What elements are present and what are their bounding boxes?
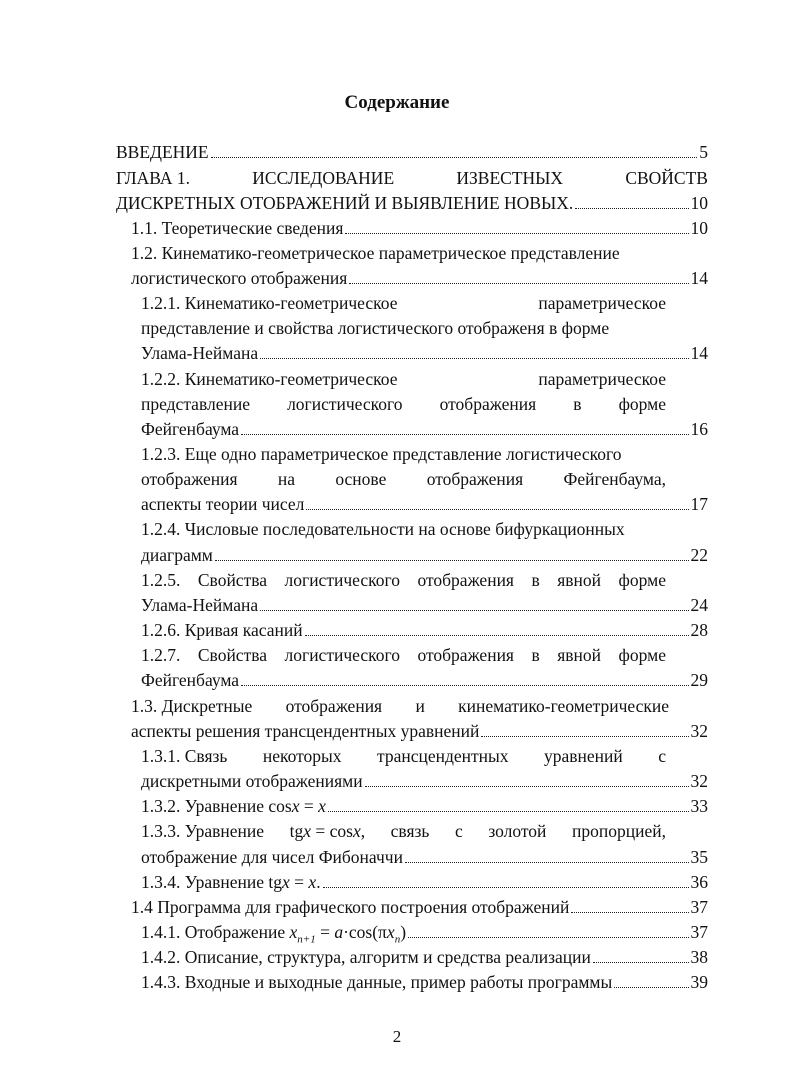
toc-word: 1.3.3. Уравнение [141,821,265,841]
toc-page-number: 24 [690,595,708,615]
toc-entry-text: Фейгенбаума [141,670,240,690]
toc-entry-1-2-4-cont[interactable] [141,543,708,567]
toc-entry-1-2-cont[interactable] [131,266,708,290]
dot-leader [305,635,689,636]
dot-leader [323,887,689,888]
toc-entry-1-3-1[interactable] [141,744,666,768]
toc-entry-text: Улама-Неймана [141,595,259,615]
toc-page-number: 5 [699,142,708,162]
toc-entry-1-2-4[interactable] [141,517,666,541]
toc-word: Фейгенбаума, [563,469,666,489]
toc-entry-1-4[interactable] [131,895,708,919]
toc-word: 1.3.1. Связь [141,746,228,766]
toc-page-number: 32 [690,721,708,741]
toc-word: форме [618,570,666,590]
toc-word: кинематико-геометрические [458,696,669,716]
toc-entry-1-3-1-cont[interactable] [141,769,708,793]
toc-word: отображения [439,394,537,414]
toc-entry-text: Улама-Неймана [141,343,259,363]
toc-word: ГЛАВА 1. [116,168,191,188]
toc-entry-1-4-2[interactable] [141,945,708,969]
toc-entry-1-2-5-cont[interactable] [141,593,708,617]
toc-word: логистического [287,394,403,414]
toc-entry-1-3-4[interactable] [141,870,708,894]
toc-formula: tgx = cosx, [289,821,366,841]
dot-leader [241,434,688,435]
toc-word: в [531,570,540,590]
toc-entry-text: Фейгенбаума [141,419,240,439]
toc-word: отображения [141,469,238,489]
toc-entry-text: 1.4 Программа для графического построения отображений [131,897,570,917]
page-title: Содержание [344,92,450,113]
toc-page-number: 17 [690,494,708,514]
toc-entry-text: 1.3.4. Уравнение tgx = x. [141,872,321,892]
toc-word: в [573,394,582,414]
toc-word: СВОЙСТВ [625,168,708,188]
toc-page-number: 28 [690,620,708,640]
page-number: 2 [392,1027,402,1046]
toc-page-number: 22 [690,545,708,565]
toc-word: Свойства [197,570,268,590]
toc-entry-text: 1.2.6. Кривая касаний [141,620,303,640]
toc-word: логистического [284,645,400,665]
dot-leader [614,987,688,988]
toc-entry-text: отображение для чисел Фибоначчи [141,847,403,867]
dot-leader [571,912,688,913]
toc-word: 1.2.1. Кинематико-геометрическое [141,293,398,313]
toc-word: параметрическое [538,293,666,313]
toc-page-number: 33 [690,796,708,816]
toc-word: основе [335,469,387,489]
toc-entry-text: 1.2.3. Еще одно параметрическое представление логистического [141,444,622,464]
toc-entry-text: 1.2. Кинематико-геометрическое параметрическое представление [131,243,620,263]
toc-word: уравнений [544,746,623,766]
toc-entry-text: дискретными отображениями [141,771,363,791]
toc-word: отображения [426,469,524,489]
toc-entry-1-3-3-cont[interactable] [141,845,708,869]
dot-leader [349,283,688,284]
toc-entry-text: 1.3.2. Уравнение cosx = x [141,796,326,816]
toc-entry-text: 1.4.1. Отображение $x_{n+1} = a\cdot\cos(\pi x_n)$ [141,922,407,946]
toc-page-number: 39 [690,972,708,992]
dot-leader [575,208,688,209]
toc-word: 1.3. Дискретные [131,696,253,716]
toc-entry-1-2-1[interactable] [141,291,666,315]
toc-word: параметрическое [538,369,666,389]
toc-entry-introduction[interactable] [116,140,708,164]
dot-leader [593,962,689,963]
toc-entry-text: ДИСКРЕТНЫХ ОТОБРАЖЕНИЙ И ВЫЯВЛЕНИЕ НОВЫХ. [116,193,574,213]
toc-entry-text: 1.1. Теоретические сведения [131,218,344,238]
toc-entry-1-2-7[interactable] [141,643,666,667]
toc-entry-1-3-cont[interactable] [131,719,708,743]
toc-word: отображения [285,696,383,716]
toc-page-number: 16 [690,419,708,439]
toc-entry-1-2-5[interactable] [141,568,666,592]
toc-word: ИЗВЕСТНЫХ [456,168,564,188]
toc-entry-text: 1.4.2. Описание, структура, алгоритм и средства реализации [141,947,591,967]
dot-leader [405,862,689,863]
toc-word: Свойства [197,645,268,665]
toc-entry-1-2-7-cont[interactable] [141,668,708,692]
dot-leader [345,233,688,234]
toc-word: и [415,696,425,716]
toc-word: 1.2.7. [141,645,181,665]
toc-entry-1-1[interactable] [131,216,708,240]
toc-entry-1-3-3[interactable] [141,819,666,843]
dot-leader [328,811,689,812]
toc-entry-chapter-1[interactable] [116,166,708,190]
toc-entry-1-4-3[interactable] [141,970,708,994]
toc-entry-1-2-3-line2[interactable] [141,467,666,491]
toc-word: в [531,645,540,665]
toc-entry-1-2-2[interactable] [141,367,666,391]
toc-page-number: 38 [690,947,708,967]
toc-word: ИССЛЕДОВАНИЕ [252,168,395,188]
toc-page-number: 10 [690,193,708,213]
dot-leader [481,736,688,737]
toc-entry-text: аспекты теории чисел [141,494,305,514]
toc-word: форме [618,394,666,414]
toc-word: явной [557,570,602,590]
dot-leader [260,610,688,611]
toc-word: с [658,746,666,766]
toc-word: отображения [417,570,514,590]
toc-entry-1-3-2[interactable] [141,794,708,818]
toc-word: представление [141,394,250,414]
toc-entry-1-3[interactable] [131,694,669,718]
toc-page-number: 14 [690,343,708,363]
toc-entry-text: ВВЕДЕНИЕ [116,142,209,162]
dot-leader [408,937,688,938]
toc-word: с [454,821,463,841]
toc-entry-1-2-3[interactable] [141,442,666,466]
toc-word: 1.2.5. [141,570,181,590]
toc-word: форме [618,645,666,665]
dot-leader [215,560,689,561]
toc-entry-text: диаграмм [141,545,213,565]
toc-page-number: 36 [690,872,708,892]
toc-page-number: 32 [690,771,708,791]
toc-entry-text: 1.4.3. Входные и выходные данные, пример работы программы [141,972,613,992]
toc-entry-1-2-6[interactable] [141,618,708,642]
dot-leader [365,786,689,787]
toc-entry-1-2-2-line2[interactable] [141,392,666,416]
dot-leader [211,157,698,158]
toc-word: трансцендентных [376,746,509,766]
toc-entry-1-2-3-cont[interactable] [141,492,708,516]
toc-page-number: 37 [690,922,708,942]
toc-page-number: 10 [690,218,708,238]
toc-word: явной [557,645,602,665]
toc-entry-text: аспекты решения трансцендентных уравнений [131,721,480,741]
toc-entry-text: 1.2.4. Числовые последовательности на основе бифуркационных [141,519,625,539]
toc-entry-1-2-1-cont[interactable] [141,341,708,365]
toc-word: отображения [417,645,514,665]
toc-word: некоторых [262,746,342,766]
toc-page-number: 37 [690,897,708,917]
toc-entry-1-2[interactable] [131,241,673,265]
dot-leader [241,685,688,686]
dot-leader [306,509,688,510]
toc-entry-1-2-2-cont[interactable] [141,417,708,441]
toc-entry-text: логистического отображения [131,268,348,288]
toc-page-number: 14 [690,268,708,288]
toc-word: связь [390,821,430,841]
toc-word: золотой [488,821,547,841]
toc-word: логистического [284,570,400,590]
toc-word: на [277,469,295,489]
toc-page-number: 35 [690,847,708,867]
toc-entry-text: представление и свойства логистического отображеня в форме [141,318,610,338]
toc-page-number: 29 [690,670,708,690]
dot-leader [260,358,688,359]
toc-entry-chapter-1-cont[interactable] [116,191,708,215]
toc-word: 1.2.2. Кинематико-геометрическое [141,369,398,389]
toc-entry-1-2-1-line2[interactable] [141,316,666,340]
toc-word: пропорцией, [572,821,666,841]
